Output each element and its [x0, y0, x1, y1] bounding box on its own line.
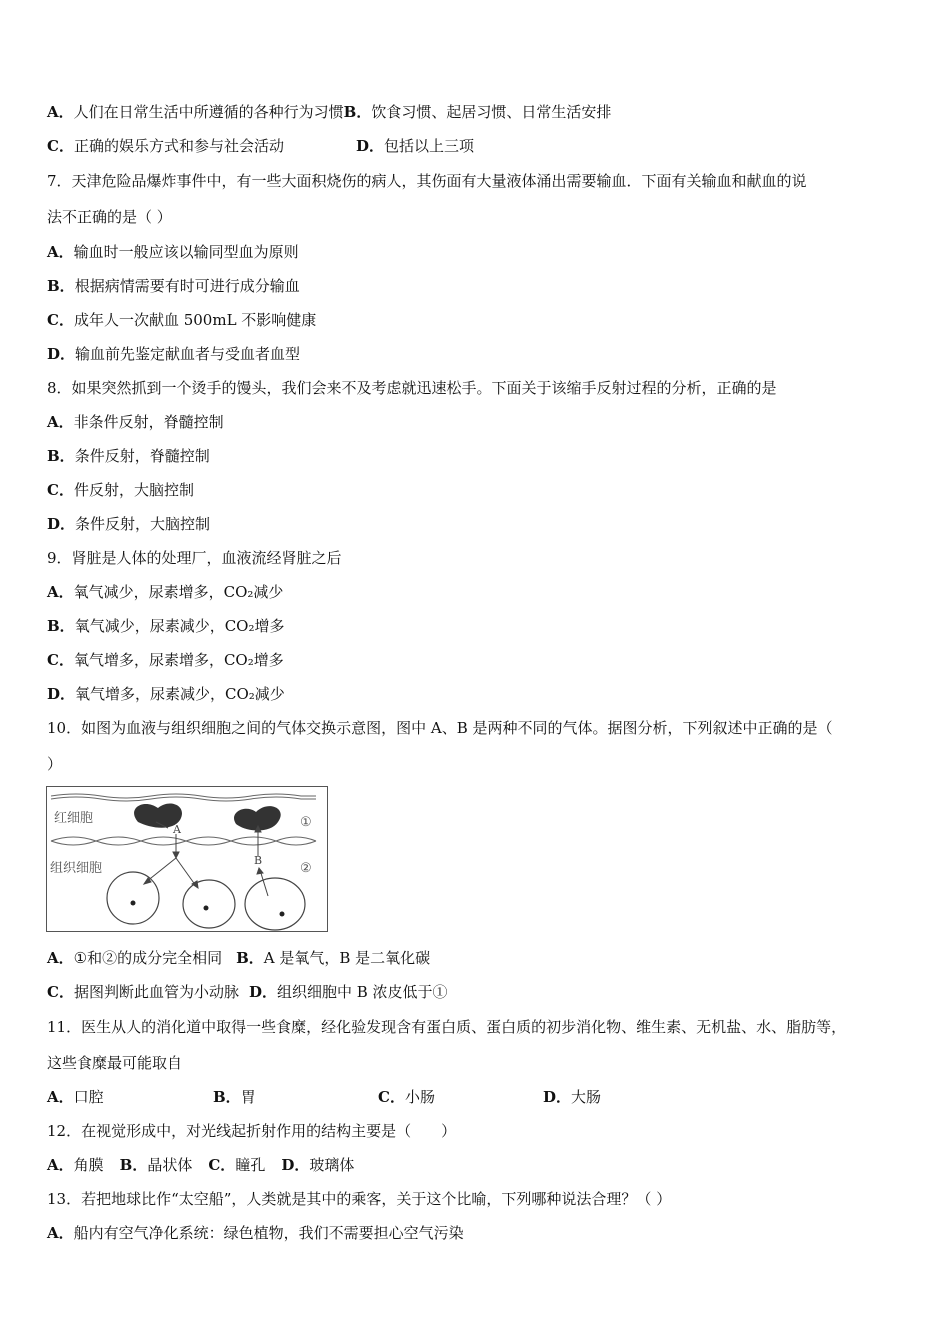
option-letter: C． — [378, 1088, 405, 1106]
option-letter: B． — [47, 617, 75, 635]
q6-option-d-text: 包括以上三项 — [383, 137, 474, 155]
q10-option-c-text: 据图判断此血管为小动脉 — [73, 983, 239, 1001]
option-letter: B． — [47, 277, 75, 295]
option-text: 成年人一次献血 500mL 不影响健康 — [73, 311, 317, 329]
q11-option-a — [47, 1087, 213, 1107]
option-text: 条件反射，大脑控制 — [75, 515, 211, 533]
q8-option-c — [47, 480, 194, 500]
gas-exchange-diagram — [46, 786, 328, 932]
q6-option-b-letter: B． — [343, 103, 372, 121]
q7-option-d — [47, 344, 300, 364]
q7-stem-line2: 法不正确的是（ ） — [47, 208, 172, 226]
q10-row1 — [47, 948, 430, 968]
option-text: 口腔 — [73, 1088, 104, 1106]
option-letter: A． — [47, 243, 74, 261]
q8-option-a — [47, 412, 224, 432]
option-letter: A． — [47, 1088, 74, 1106]
q6-option-a-letter: A． — [47, 103, 74, 121]
q7-option-b — [47, 276, 300, 296]
q11-stem-line1: 11．医生从人的消化道中取得一些食糜，经化验发现含有蛋白质、蛋白质的初步消化物、维生素、无机盐、水、脂肪等， — [47, 1018, 847, 1036]
option-text: 船内有空气净化系统：绿色植物，我们不需要担心空气污染 — [73, 1224, 464, 1242]
q11-option-b — [213, 1087, 378, 1107]
option-text: 氧气增多，尿素增多，CO₂增多 — [73, 651, 284, 669]
q6-option-b-text: 饮食习惯、起居习惯、日常生活安排 — [371, 103, 612, 121]
q10-option-b-text: A 是氧气，B 是二氧化碳 — [263, 949, 431, 967]
option-letter: C． — [47, 311, 74, 329]
label-circle-2: ② — [300, 861, 312, 876]
option-letter: A． — [47, 1156, 74, 1174]
option-letter: B． — [47, 447, 75, 465]
option-letter: C． — [47, 651, 74, 669]
nucleus-2 — [204, 906, 209, 911]
q7-option-a — [47, 242, 299, 262]
option-letter: A． — [47, 413, 74, 431]
option-text: 玻璃体 — [309, 1156, 355, 1174]
q11-options — [47, 1087, 601, 1107]
q12-option-d — [281, 1156, 354, 1174]
q11-option-c — [378, 1087, 543, 1107]
label-tissue-cell: 组织细胞 — [50, 861, 103, 876]
q10-option-d-text: 组织细胞中 B 浓皮低于① — [276, 983, 448, 1001]
q10-stem-line1: 10．如图为血液与组织细胞之间的气体交换示意图，图中 A、B 是两种不同的气体。据图分析，下列叙述中正确的是（ — [47, 719, 833, 737]
q6-row1 — [47, 102, 611, 122]
q10-option-a-text: ①和②的成分完全相同 — [73, 949, 223, 967]
option-letter: B． — [213, 1088, 241, 1106]
q7-option-c — [47, 310, 316, 330]
option-text: 非条件反射，脊髓控制 — [73, 413, 224, 431]
q12-options — [47, 1155, 354, 1175]
q10-option-b-letter: B． — [236, 949, 264, 967]
option-text: 小肠 — [404, 1088, 435, 1106]
q10-option-d-letter: D． — [248, 983, 277, 1001]
option-letter: A． — [47, 583, 74, 601]
option-letter: D． — [47, 515, 76, 533]
q9-option-c — [47, 650, 284, 670]
option-letter: C． — [208, 1156, 236, 1174]
q9-option-b — [47, 616, 284, 636]
option-text: 氧气减少，尿素增多，CO₂减少 — [73, 583, 284, 601]
q9-option-a — [47, 582, 283, 602]
nucleus-1 — [131, 901, 136, 906]
q6-option-a-text: 人们在日常生活中所遵循的各种行为习惯 — [73, 103, 344, 121]
option-letter: D． — [281, 1156, 310, 1174]
option-text: 晶状体 — [147, 1156, 193, 1174]
q12-option-b — [120, 1156, 193, 1174]
label-gas-b: B — [254, 854, 263, 867]
diagram-border — [47, 787, 328, 932]
q6-option-c-letter: C． — [47, 137, 74, 155]
label-circle-1: ① — [300, 815, 312, 830]
option-letter: D． — [543, 1088, 572, 1106]
q11-stem-line2: 这些食糜最可能取自 — [47, 1054, 183, 1072]
q8-option-d — [47, 514, 210, 534]
option-text: 大肠 — [571, 1088, 602, 1106]
q9-stem: 9．肾脏是人体的处理厂，血液流经肾脏之后 — [47, 549, 342, 567]
option-text: 氧气减少，尿素减少，CO₂增多 — [74, 617, 285, 635]
option-letter: A． — [47, 1224, 74, 1242]
option-letter: D． — [47, 685, 76, 703]
option-text: 瞳孔 — [235, 1156, 266, 1174]
option-text: 条件反射，脊髓控制 — [74, 447, 210, 465]
q10-option-a-letter: A． — [47, 949, 74, 967]
q9-option-d — [47, 684, 285, 704]
q6-row2 — [47, 136, 474, 156]
option-letter: C． — [47, 481, 74, 499]
option-text: 根据病情需要有时可进行成分输血 — [74, 277, 300, 295]
q6-option-c-text: 正确的娱乐方式和参与社会活动 — [73, 137, 284, 155]
q13-option-a — [47, 1223, 464, 1243]
q10-option-c-letter: C． — [47, 983, 74, 1001]
option-letter: D． — [47, 345, 76, 363]
option-text: 胃 — [240, 1088, 256, 1106]
option-letter: B． — [119, 1156, 148, 1174]
q6-option-d-letter: D． — [355, 137, 384, 155]
option-text: 角膜 — [73, 1156, 104, 1174]
q13-stem: 13．若把地球比作“太空船”，人类就是其中的乘客，关于这个比喻，下列哪种说法合理？（ ） — [47, 1190, 672, 1208]
q10-row2 — [47, 982, 448, 1002]
q8-stem: 8．如果突然抓到一个烫手的馒头，我们会来不及考虑就迅速松手。下面关于该缩手反射过程的分析，正确的是 — [47, 379, 777, 397]
nucleus-3 — [280, 912, 285, 917]
q11-option-d — [543, 1088, 601, 1106]
q7-stem-line1: 7．天津危险品爆炸事件中，有一些大面积烧伤的病人，其伤面有大量液体涌出需要输血．下面有关输血和献血的说 — [47, 172, 807, 190]
q12-option-c — [208, 1156, 265, 1174]
q8-option-b — [47, 446, 210, 466]
q12-stem: 12．在视觉形成中，对光线起折射作用的结构主要是（ ） — [47, 1122, 457, 1140]
option-text: 输血前先鉴定献血者与受血者血型 — [75, 345, 301, 363]
option-text: 件反射，大脑控制 — [73, 481, 194, 499]
option-text: 输血时一般应该以输同型血为原则 — [73, 243, 299, 261]
option-text: 氧气增多，尿素减少，CO₂减少 — [75, 685, 285, 703]
q12-option-a — [47, 1156, 104, 1174]
q10-stem-line2: ） — [47, 755, 63, 773]
label-red-blood-cell: 红细胞 — [54, 811, 94, 826]
label-gas-a: A — [173, 823, 181, 836]
